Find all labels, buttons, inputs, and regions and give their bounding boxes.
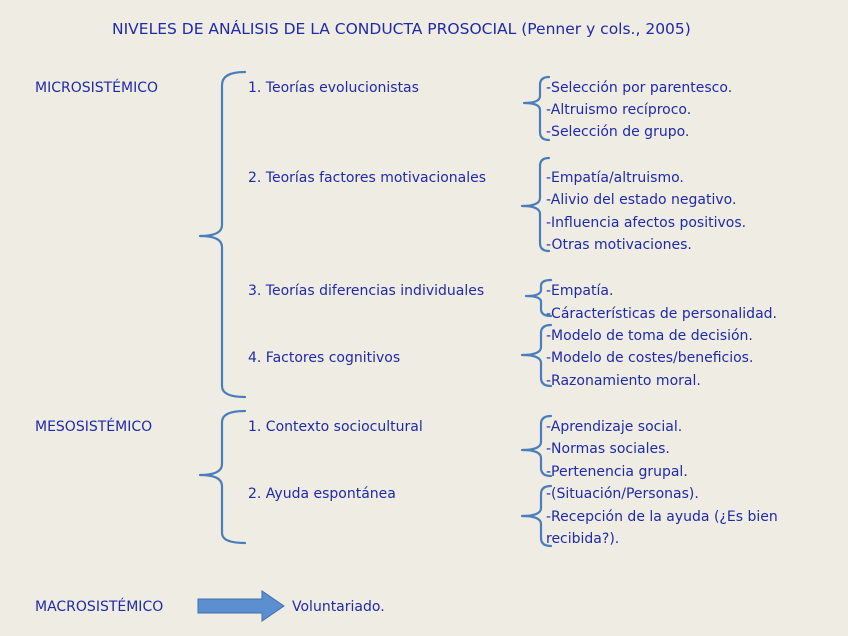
sub-item: -Otras motivaciones. <box>546 237 692 253</box>
sub-item: -Recepción de la ayuda (¿Es bien <box>546 509 778 525</box>
diagram-title: NIVELES DE ANÁLISIS DE LA CONDUCTA PROSOCIAL (Penner y cols., 2005) <box>112 20 691 38</box>
macro-level-label: MACROSISTÉMICO <box>35 599 164 615</box>
sub-item: -Influencia afectos positivos. <box>546 215 747 231</box>
sub-item: -Normas sociales. <box>546 441 670 457</box>
micro-level-label: MICROSISTÉMICO <box>35 80 159 96</box>
motivacionales-brace <box>522 158 549 251</box>
theory-label: 2. Teorías factores motivacionales <box>248 170 487 186</box>
sub-item: recibida?). <box>546 531 620 547</box>
meso-level-label: MESOSISTÉMICO <box>35 419 153 435</box>
theory-label: 4. Factores cognitivos <box>248 350 401 366</box>
sub-item: -Selección por parentesco. <box>546 80 733 96</box>
macro-arrow-icon <box>198 591 284 621</box>
sub-item: -Pertenencia grupal. <box>546 464 688 480</box>
macro-result: Voluntariado. <box>292 599 385 615</box>
sub-item: -Selección de grupo. <box>546 124 690 140</box>
sub-item: -Modelo de toma de decisión. <box>546 328 753 344</box>
sub-item: -Alivio del estado negativo. <box>546 192 737 208</box>
theory-label: 2. Ayuda espontánea <box>248 486 396 502</box>
theory-label: 1. Teorías evolucionistas <box>248 80 419 96</box>
sub-item: -Cáracterísticas de personalidad. <box>546 306 777 322</box>
micro-brace <box>200 72 245 397</box>
sub-item: -Altruismo recíproco. <box>546 102 692 118</box>
meso-brace <box>200 411 245 543</box>
sub-item: -Empatía/altruismo. <box>546 170 684 186</box>
theory-label: 1. Contexto sociocultural <box>248 419 423 435</box>
sub-item: -Modelo de costes/beneficios. <box>546 350 754 366</box>
sub-item: -Aprendizaje social. <box>546 419 683 435</box>
sub-item: -Razonamiento moral. <box>546 373 701 389</box>
sub-item: -(Situación/Personas). <box>546 486 699 502</box>
theory-label: 3. Teorías diferencias individuales <box>248 283 485 299</box>
sub-item: -Empatía. <box>546 283 614 299</box>
